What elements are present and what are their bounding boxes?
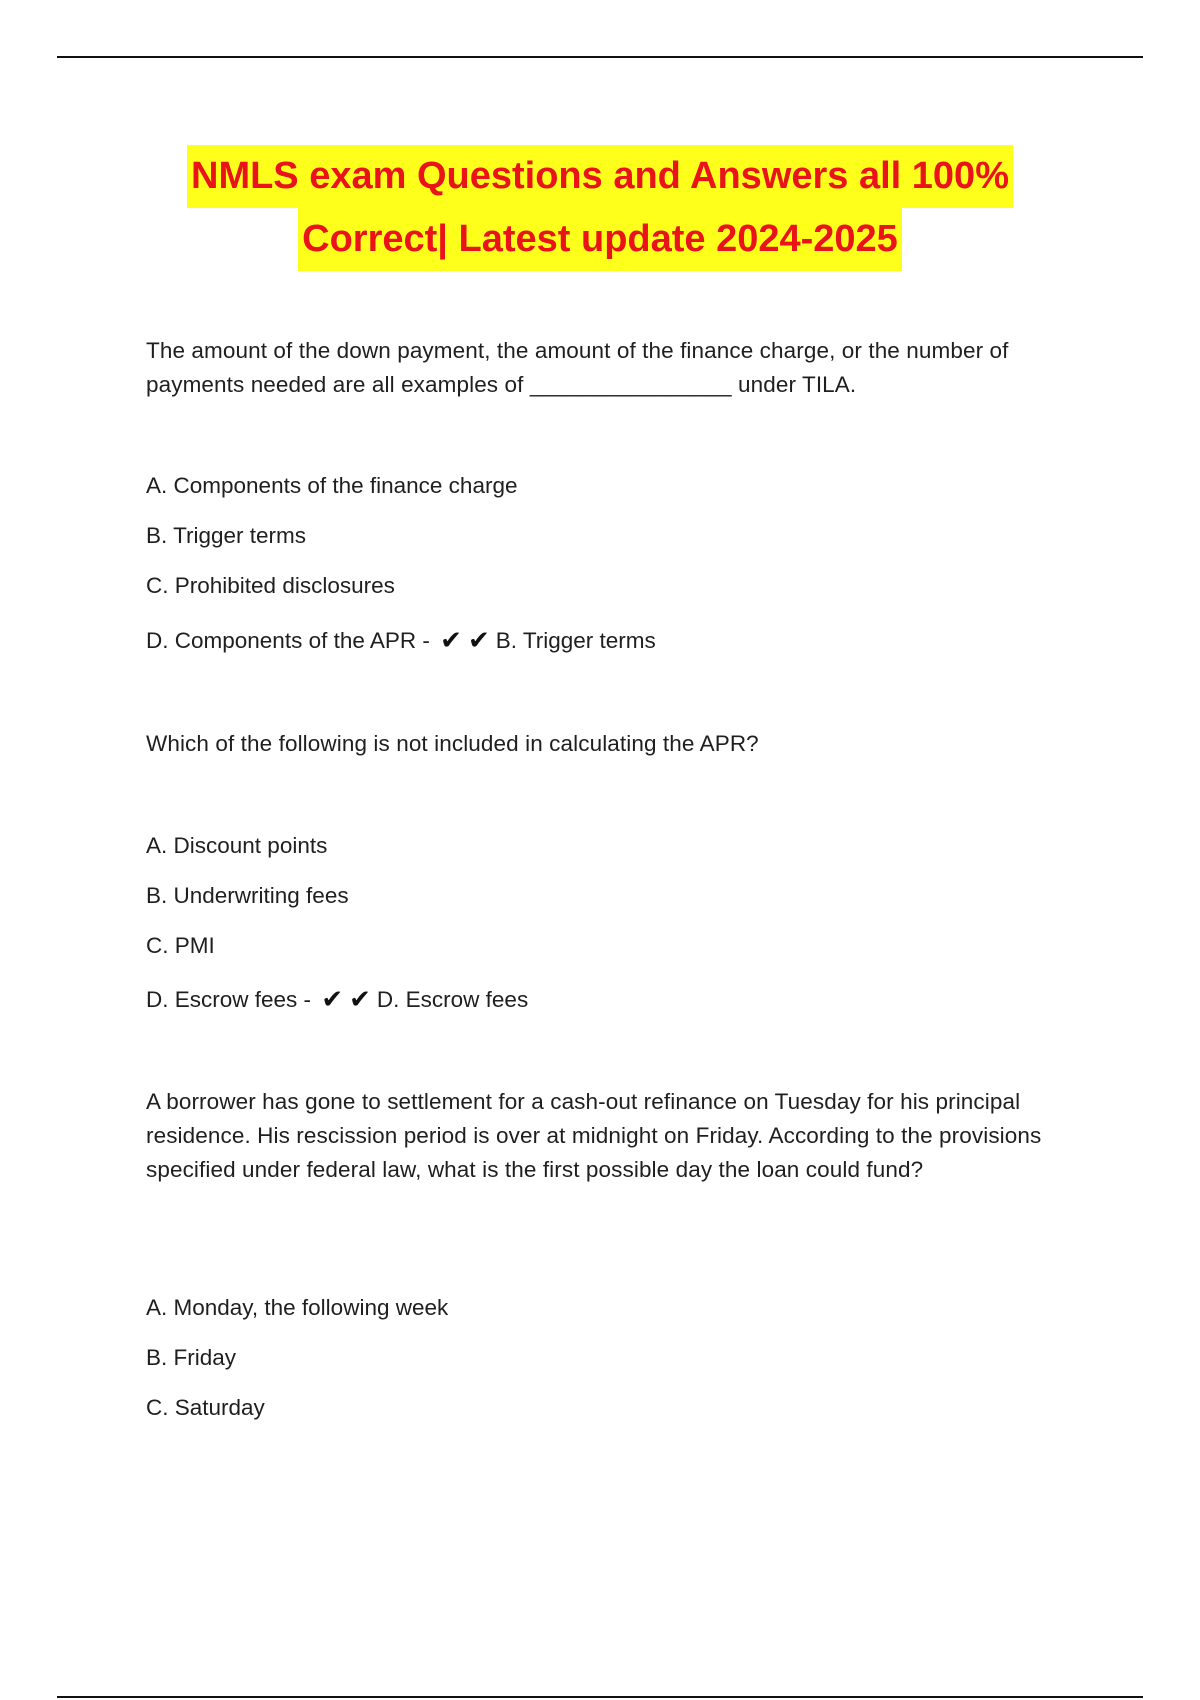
question-2-text: Which of the following is not included in calculating the APR? [146, 731, 759, 756]
footer-rule [57, 1696, 1143, 1698]
question-1-text: The amount of the down payment, the amount of the finance charge, or the number of payments needed are all examples of ________________ under TILA. [146, 338, 1009, 397]
question-3-text: A borrower has gone to settlement for a cash-out refinance on Tuesday for his principal residence. His rescission period is over at midnight on Friday. According to the provisions specified under federal law, what is the first possible day the loan could fund? [146, 1089, 1042, 1182]
question-2-option-b: B. Underwriting fees [146, 883, 349, 908]
title-line-1: NMLS exam Questions and Answers all 100% [187, 145, 1013, 208]
checkmark-icon: ✔ [440, 626, 462, 656]
question-2-answer: D. Escrow fees [376, 987, 529, 1012]
question-1-option-a: A. Components of the finance charge [146, 473, 518, 498]
question-2-option-d: D. Escrow fees - [146, 987, 312, 1012]
question-2-option-c: C. PMI [146, 933, 215, 958]
checkmark-icon: ✔ [321, 985, 344, 1015]
question-1-option-d: D. Components of the APR - [146, 628, 430, 653]
header-rule [57, 56, 1143, 58]
title-line-2: Correct| Latest update 2024-2025 [298, 208, 902, 271]
checkmark-icon: ✔ [349, 985, 371, 1015]
question-3-option-a: A. Monday, the following week [146, 1295, 449, 1320]
question-1-answer: B. Trigger terms [495, 628, 656, 653]
checkmark-icon: ✔ [467, 626, 490, 656]
question-3-option-c: C. Saturday [146, 1395, 265, 1420]
question-2-option-a: A. Discount points [146, 833, 328, 858]
document-title [0, 145, 1200, 271]
double-checkmark-icon [440, 626, 496, 656]
question-2-option-d-row [146, 985, 528, 1015]
question-1-option-b: B. Trigger terms [146, 523, 307, 548]
question-1-option-d-row [146, 626, 656, 656]
double-checkmark-icon [321, 985, 377, 1015]
question-1-option-c: C. Prohibited disclosures [146, 573, 395, 598]
question-3-option-b: B. Friday [146, 1345, 237, 1370]
